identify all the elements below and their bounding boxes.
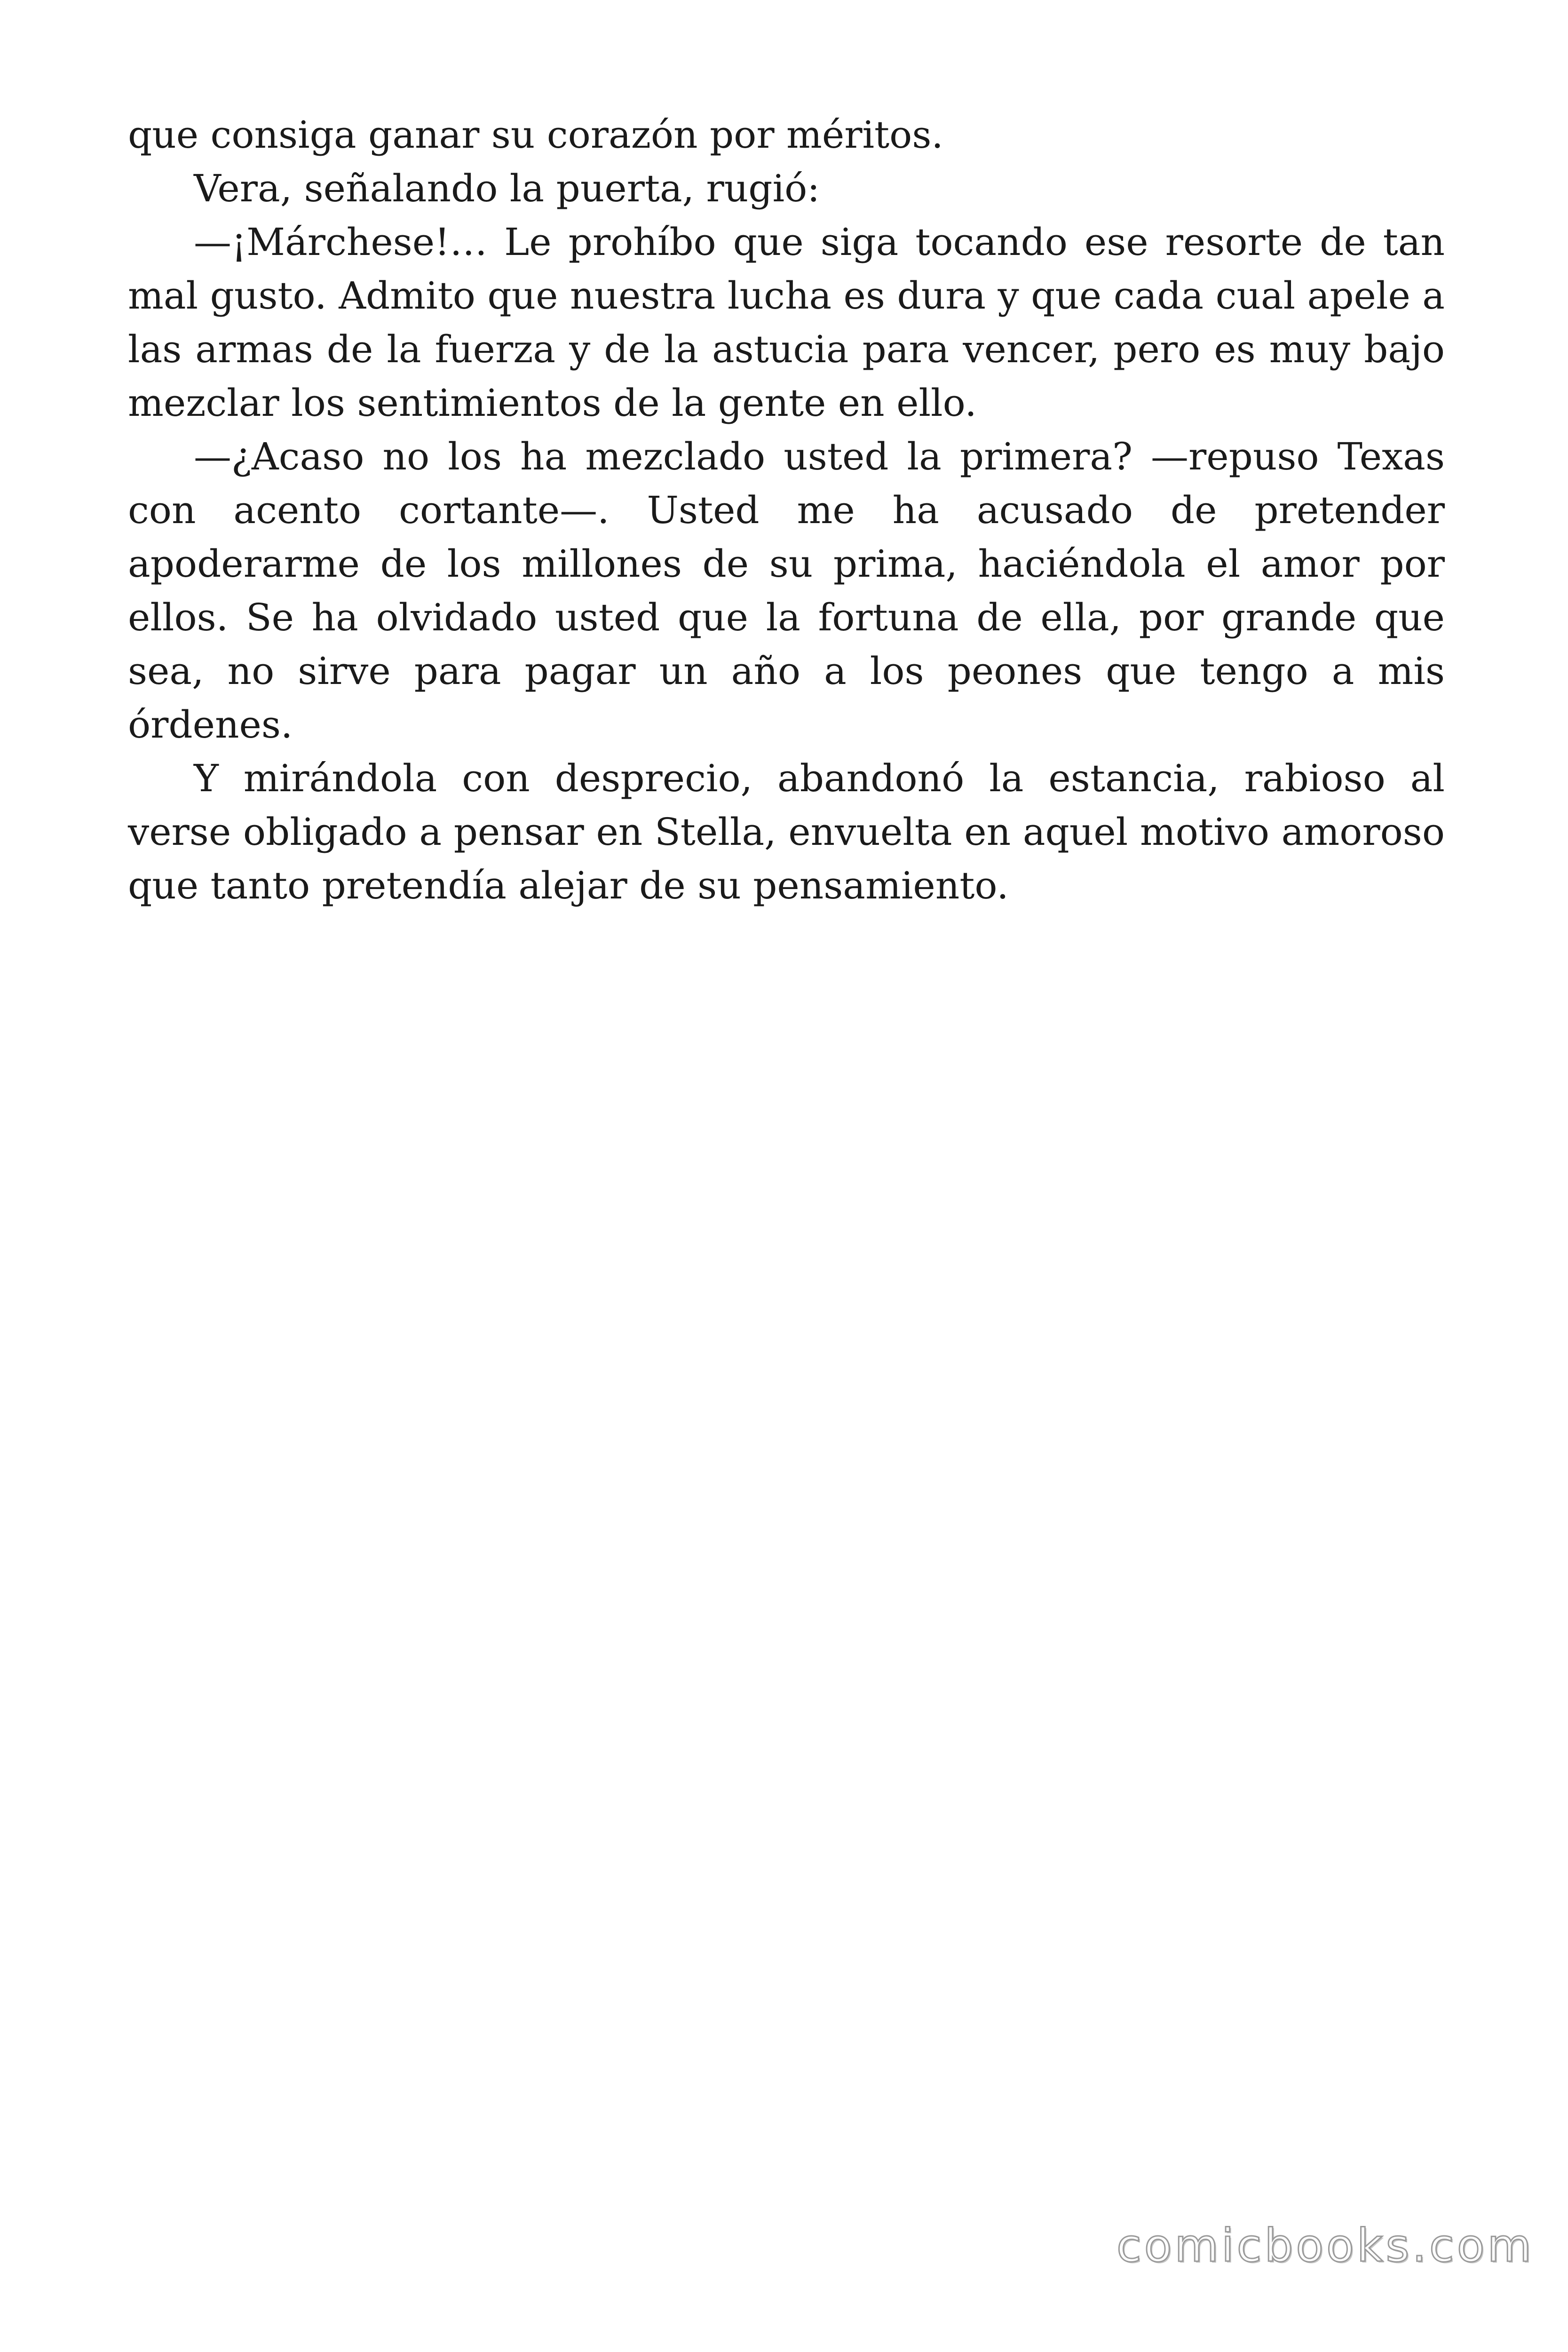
paragraph-marchese: —¡Márchese!… Le prohíbo que siga tocando ese resorte de tan mal gusto. Admito que nuestra lucha es dura y que cada cual apele a las armas de la fuerza y de la astucia para vencer, pero es muy bajo mezclar los sentimientos de la gente en ello. [128, 220, 1445, 425]
paragraph-continuation: que consiga ganar su corazón por méritos. [128, 113, 943, 157]
watermark: comicbooks.com [1116, 2219, 1534, 2272]
paragraph-texas-reply: —¿Acaso no los ha mezclado usted la primera? —repuso Texas con acento cortante—. Usted me ha acusado de pretender apoderarme de los millones de su prima, haciéndola el amor por ellos. Se ha olvidado usted que la fortuna de ella, por grande que sea, no sirve para pagar un año a los peones que tengo a mis órdenes. [128, 435, 1445, 747]
paragraph-vera: Vera, señalando la puerta, rugió: [194, 167, 820, 210]
paragraph-exit: Y mirándola con desprecio, abandonó la estancia, rabioso al verse obligado a pensar en Stella, envuelta en aquel motivo amoroso que tanto pretendía alejar de su pensamiento. [128, 756, 1445, 907]
book-page [128, 108, 1445, 913]
page-text [128, 108, 1445, 913]
